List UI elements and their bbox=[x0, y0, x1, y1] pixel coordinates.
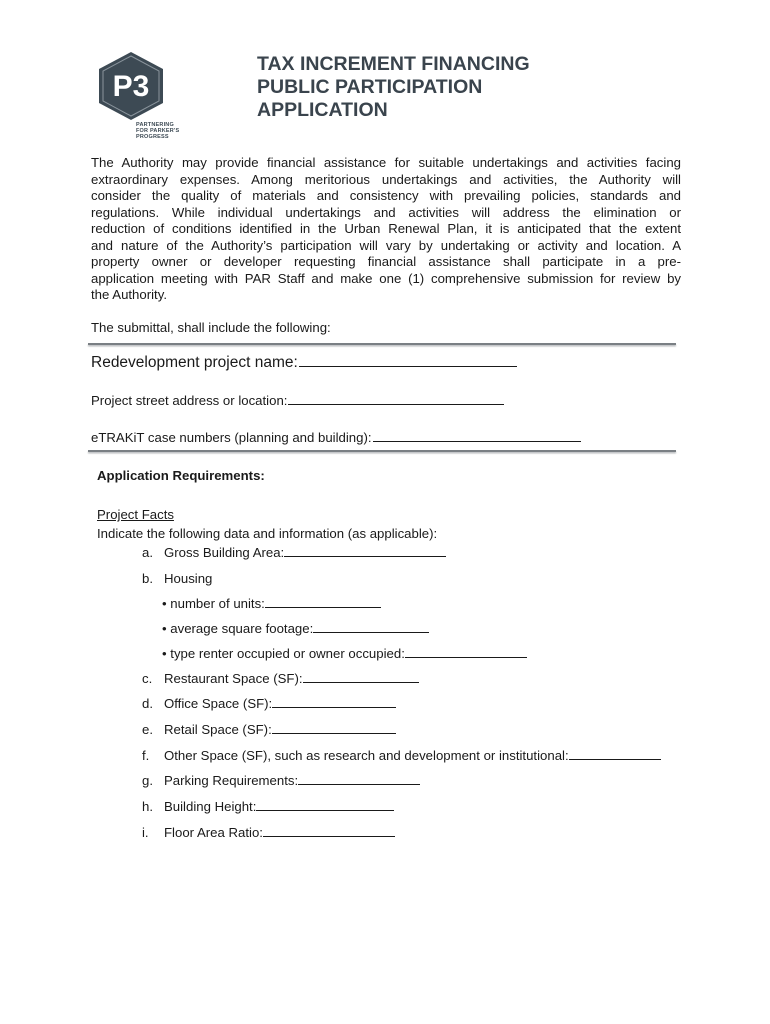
other-space-label: Other Space (SF), such as research and development or institutional: bbox=[164, 748, 569, 763]
p3-logo bbox=[96, 50, 180, 150]
height-label: Building Height: bbox=[164, 799, 257, 814]
logo-tagline: PARTNERING FOR PARKER'S PROGRESS bbox=[136, 122, 180, 140]
list-item bbox=[162, 621, 429, 636]
submittal-text: The submittal, shall include the following: bbox=[91, 320, 331, 335]
retail-label: Retail Space (SF): bbox=[164, 722, 272, 737]
requirements-heading: Application Requirements: bbox=[97, 468, 265, 483]
section-divider-bottom bbox=[88, 450, 676, 452]
housing-label: Housing bbox=[164, 571, 213, 586]
logo-mark: P3 bbox=[112, 70, 150, 103]
units-blank[interactable] bbox=[265, 606, 381, 608]
list-item bbox=[162, 646, 527, 661]
page-title: TAX INCREMENT FINANCING PUBLIC PARTICIPATION APPLICATION bbox=[257, 53, 530, 121]
address-field[interactable] bbox=[91, 393, 504, 408]
address-blank[interactable] bbox=[288, 403, 504, 405]
parking-blank[interactable] bbox=[298, 783, 420, 785]
etrakit-field[interactable] bbox=[91, 430, 581, 445]
height-blank[interactable] bbox=[256, 809, 394, 811]
address-label: Project street address or location: bbox=[91, 393, 288, 408]
office-blank[interactable] bbox=[272, 706, 396, 708]
etrakit-label: eTRAKiT case numbers (planning and building): bbox=[91, 430, 372, 445]
project-name-label: Redevelopment project name: bbox=[91, 354, 298, 371]
restaurant-label: Restaurant Space (SF): bbox=[164, 671, 303, 686]
section-divider-top bbox=[88, 343, 676, 345]
sqft-blank[interactable] bbox=[313, 631, 429, 633]
restaurant-blank[interactable] bbox=[303, 681, 419, 683]
occupancy-label: • type renter occupied or owner occupied: bbox=[162, 646, 405, 661]
list-item bbox=[162, 596, 381, 611]
hexagon-logo-icon bbox=[96, 50, 166, 122]
office-label: Office Space (SF): bbox=[164, 696, 273, 711]
parking-label: Parking Requirements: bbox=[164, 773, 299, 788]
units-label: • number of units: bbox=[162, 596, 265, 611]
intro-paragraph: The Authority may provide financial assistance for suitable undertakings and activities facing extraordinary expenses. Among meritorious undertakings and activities, the Authority will consider the quality of materials and consistency with prevailing policies, standards and regulations. While individual undertakings and activities will address the elimination or reduction of conditions identified in the Urban Renewal Plan, it is anticipated that the extent and nature of the Authority’s participation will vary by undertaking or activity and location. A property owner or developer requesting financial assistance shall participate in a pre- application meeting with PAR Staff and make one (1) comprehensive submission for review by the Authority. bbox=[91, 155, 681, 302]
occupancy-blank[interactable] bbox=[405, 656, 527, 658]
other-space-blank[interactable] bbox=[569, 758, 661, 760]
etrakit-blank[interactable] bbox=[373, 440, 581, 442]
far-blank[interactable] bbox=[263, 835, 395, 837]
project-facts-heading: Project Facts bbox=[97, 507, 174, 522]
sqft-label: • average square footage: bbox=[162, 621, 314, 636]
gross-building-area-blank[interactable] bbox=[284, 555, 446, 557]
project-name-field[interactable] bbox=[91, 354, 517, 372]
project-facts-intro: Indicate the following data and information (as applicable): bbox=[97, 526, 438, 541]
far-label: Floor Area Ratio: bbox=[164, 825, 263, 840]
project-name-blank[interactable] bbox=[299, 365, 517, 367]
gross-building-area-label: Gross Building Area: bbox=[164, 545, 285, 560]
retail-blank[interactable] bbox=[272, 732, 396, 734]
